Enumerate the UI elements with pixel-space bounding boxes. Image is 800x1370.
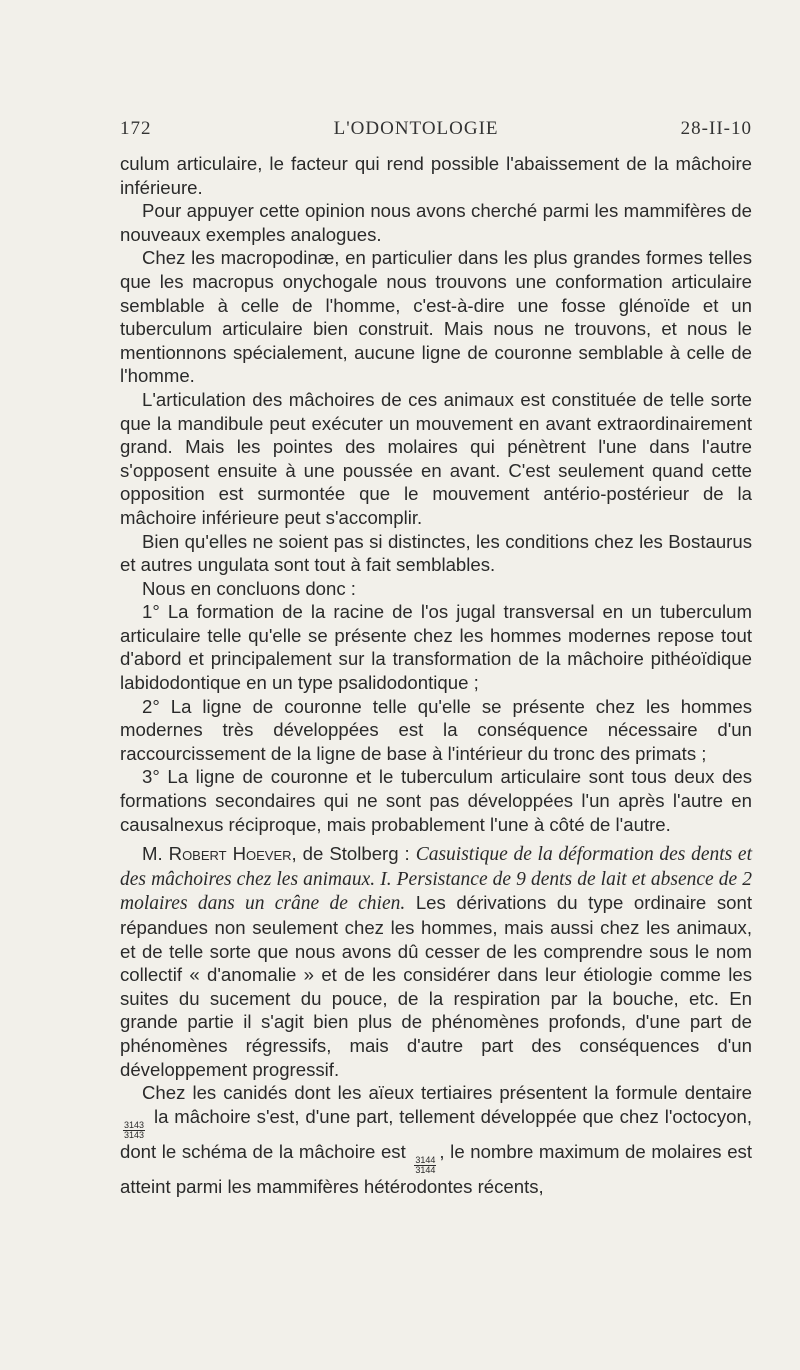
running-header xyxy=(120,118,752,152)
running-title: L'ODONTOLOGIE xyxy=(333,118,499,139)
dental-formula xyxy=(414,1156,436,1175)
page-number: 172 xyxy=(120,118,152,139)
issue-date: 28-II-10 xyxy=(680,118,752,139)
hoever-text: Les dérivations du type ordinaire sont répandues non seulement chez les hommes, mais aussi chez les animaux, et de telle sorte que nous avons dû cesser de les comprendre sous le nom collectif « d'anomalie » et de les considérer dans leur étiologie comme les suites du sucement du pouce, de la respiration par la bouche, etc. En grande partie il s'agit bien plus de phénomènes profonds, d'une part de phénomènes régressifs, mais d'autre part des conséquences d'un développement progressif. xyxy=(120,892,752,1080)
conclusion-item: 1° La formation de la racine de l'os jugal transversal en un tuberculum articulaire telle qu'elle se présente chez les hommes modernes repose tout d'abord et principalement sur la transformation de la mâchoire pithéoïdique labidodontique en un type psalidodontique ; xyxy=(120,601,752,694)
formula-numerator: 3144 xyxy=(415,1154,436,1165)
conclusion-item: 2° La ligne de couronne telle qu'elle se présente chez les hommes modernes très développées est la conséquence nécessaire d'un raccourcissement de la ligne de base à l'intérieur du tronc des primats ; xyxy=(120,695,752,764)
formula-numerator: 3143 xyxy=(124,1119,145,1130)
formula-denominator: 3144 xyxy=(415,1164,436,1175)
hoever-paragraph xyxy=(120,842,752,1081)
formula-denominator: 3143 xyxy=(124,1129,145,1140)
text-fragment: Chez les canidés dont les aïeux tertiaires présentent la formule dentaire xyxy=(142,1082,752,1104)
author-place: , de Stolberg : xyxy=(291,843,416,865)
page xyxy=(120,118,752,1198)
article-title: Casuistique de la déformation des dents et des mâchoires chez les animaux. I. Persistance de 9 dents de lait et absence de 2 molaires dans un crâne de chien. xyxy=(120,844,752,915)
intro: M. xyxy=(142,843,169,865)
paragraph: Bien qu'elles ne soient pas si distinctes, les conditions chez les Bostaurus et autres ungulata sont tout à fait semblables. xyxy=(120,530,752,576)
author-name: Robert Hoever xyxy=(168,843,292,865)
paragraph: culum articulaire, le facteur qui rend possible l'abaissement de la mâchoire inférieure. xyxy=(120,153,752,198)
text-fragment: , le nombre maximum de molaires est atteint parmi les mammifères hétérodontes récents, xyxy=(120,1140,752,1197)
conclusion-item: 3° La ligne de couronne et le tuberculum articulaire sont tous deux des formations secondaires qui ne sont pas développées l'un après l'autre en causalnexus réciproque, mais probablement l'une à côté de l'autre. xyxy=(120,766,752,835)
paragraph: Pour appuyer cette opinion nous avons cherché parmi les mammifères de nouveaux exemples analogues. xyxy=(120,200,752,245)
dental-formula xyxy=(123,1121,145,1140)
paragraph: Chez les macropodinæ, en particulier dans les plus grandes formes telles que les macropus onychogale nous trouvons une conformation articulaire semblable à celle de l'homme, c'est-à-dire une fosse glénoïde et un tuberculum articulaire bien construit. Mais nous ne trouvons, et nous le mentionnons spécialement, aucune ligne de couronne semblable à celle de l'homme. xyxy=(120,247,752,387)
paragraph: Nous en concluons donc : xyxy=(142,577,356,599)
paragraph: L'articulation des mâchoires de ces animaux est constituée de telle sorte que la mandibule peut exécuter un mouvement en avant extraordinairement grand. Mais les pointes des molaires qui pénètrent l'une dans l'autre s'opposent ensuite à une poussée en avant. C'est seulement quand cette opposition est surmontée que le mouvement antério-postérieur de la mâchoire inférieure peut s'accomplir. xyxy=(120,388,752,528)
body-text xyxy=(120,152,752,1198)
last-paragraph xyxy=(120,1081,752,1198)
text-fragment: la mâchoire s'est, d'une part, tellement développée que chez l'octocyon, dont le schéma de la mâchoire est xyxy=(120,1105,753,1162)
